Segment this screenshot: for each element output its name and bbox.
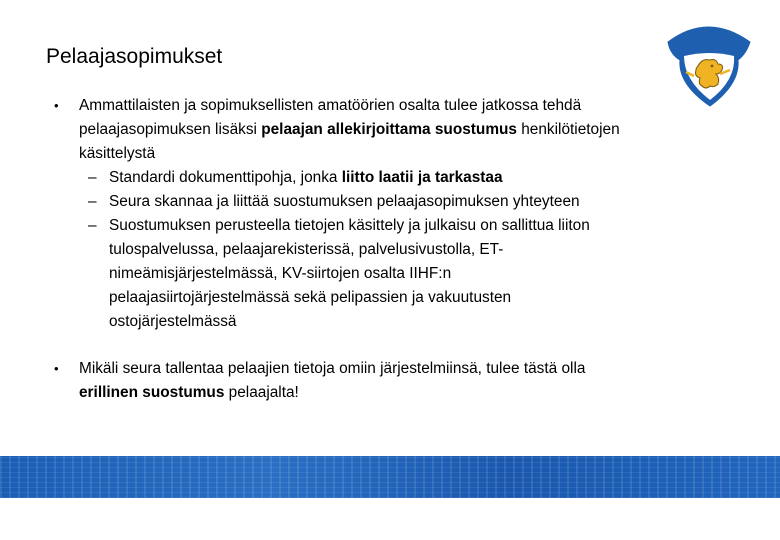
bullet-dot-icon: •	[54, 361, 59, 376]
bullet-dot-icon: •	[54, 98, 59, 113]
sub-item	[54, 214, 634, 334]
bullet-text: Mikäli seura tallentaa pelaajien tietoja omiin järjestelmiinsä, tulee tästä olla erillinen suostumus pelaajalta!	[79, 360, 586, 401]
dash-icon: –	[88, 217, 97, 234]
logo-text: SUOMI	[654, 2, 709, 17]
slide-title: Pelaajasopimukset	[46, 45, 223, 68]
sub-item-text: Seura skannaa ja liittää suostumuksen pelaajasopimuksen yhteyteen	[109, 193, 580, 210]
dash-icon: –	[88, 169, 97, 186]
sub-item	[54, 166, 634, 190]
bullet-item	[54, 357, 634, 405]
slide-content	[54, 94, 634, 405]
sub-item-text: Suostumuksen perusteella tietojen käsittely ja julkaisu on sallittua liiton tulospalvelussa, pelaajarekisterissä, palvelusivustolla, ET-nimeämisjärjestelmässä, KV-siirtojen osalta IIHF:n pelaajasiirtojärjestelmässä sekä pelipassien ja vakuutusten ostojärjestelmässä	[109, 217, 590, 330]
sub-item-text: Standardi dokumenttipohja, jonka liitto laatii ja tarkastaa	[109, 169, 503, 186]
bullet-text: Ammattilaisten ja sopimuksellisten amatöörien osalta tulee jatkossa tehdä pelaajasopimuksen lisäksi pelaajan allekirjoittama suostumus henkilötietojen käsittelystä	[79, 97, 620, 162]
dash-icon: –	[88, 193, 97, 210]
sub-item	[54, 190, 634, 214]
footer-band	[0, 456, 780, 498]
suomi-lion-logo	[654, 2, 762, 110]
bullet-item	[54, 94, 634, 166]
